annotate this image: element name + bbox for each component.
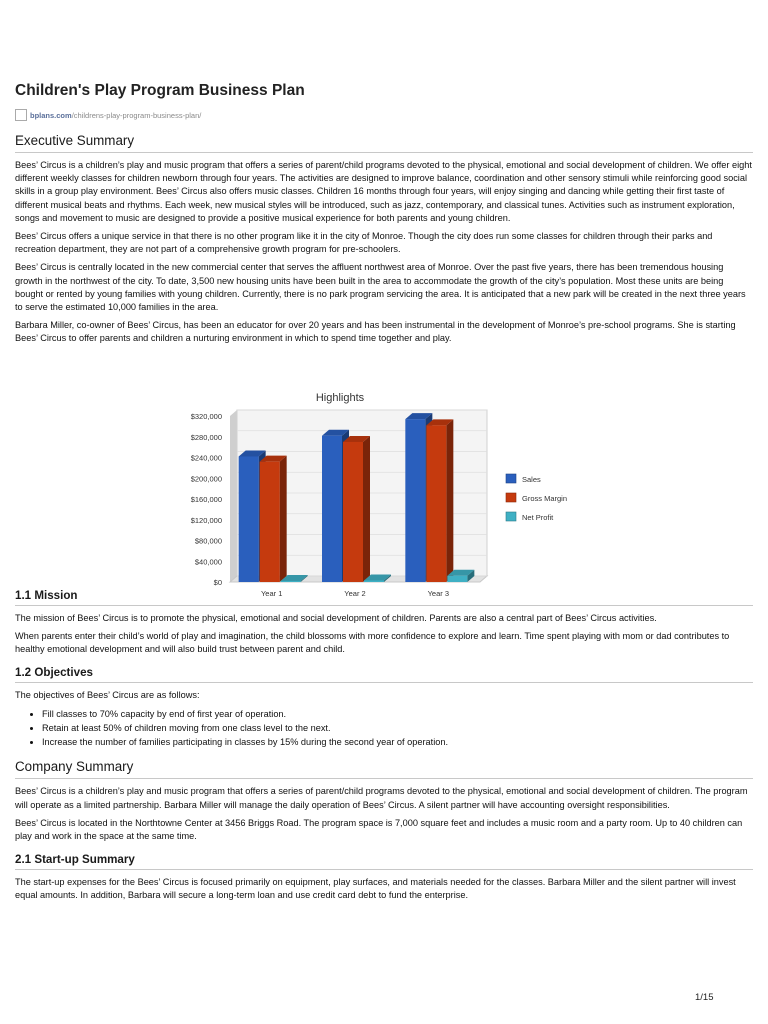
bar-gross-margin bbox=[426, 419, 453, 582]
objectives-intro: The objectives of Bees’ Circus are as follows: bbox=[15, 690, 200, 701]
source-path[interactable]: /childrens-play-program-business-plan/ bbox=[71, 110, 202, 120]
legend-label: Net Profit bbox=[522, 513, 554, 522]
objectives-heading: 1.2 Objectives bbox=[15, 666, 753, 683]
executive-summary-paragraph: Bees’ Circus offers a unique service in that there is no other program like it in the city of Monroe. Though the city does run some classes for children through their parks and recreation department, they are not part of a comprehensive growth program for pre-schoolers. bbox=[15, 231, 713, 255]
page-icon bbox=[15, 109, 27, 121]
y-tick-label: $160,000 bbox=[190, 495, 222, 504]
bar-front bbox=[343, 442, 363, 582]
list-item: • Fill classes to 70% capacity by end of first year of operation. bbox=[42, 707, 753, 721]
startup-summary-paragraph: The start-up expenses for the Bees’ Circus is focused primarily on equipment, play surfaces, and materials needed for the classes. Barbara Miller and the silent partner will invest equal amounts. In addition, Barbara will secure a long-term loan and use credit card debt to fund the enterprise. bbox=[15, 877, 736, 901]
highlights-chart-svg bbox=[170, 386, 590, 608]
bar-side bbox=[446, 419, 453, 582]
objectives-list bbox=[15, 707, 753, 749]
bar-side bbox=[280, 456, 287, 582]
company-summary-paragraph: Bees’ Circus is a children’s play and music program that offers a series of parent/child programs devoted to the physical, emotional and social development of children. The program will operate as a limited partnership. Barbara Miller will manage the daily operation of Bees’ Circus. A silent partner will have accounting oversight responsibilities. bbox=[15, 786, 748, 810]
mission-paragraph: The mission of Bees’ Circus is to promote the physical, emotional and social development of children. Parents are also a central part of Bees’ Circus activities. bbox=[15, 612, 657, 623]
company-summary-section bbox=[15, 759, 753, 843]
x-tick-label: Year 1 bbox=[260, 589, 283, 598]
executive-summary-paragraph: Barbara Miller, co-owner of Bees’ Circus, has been an educator for over 20 years and has been instrumental in the development of Monroe’s pre-school programs. She is starting Bees’ Circus to offer parents and children a nurturing environment in which to spend time together and play. bbox=[15, 320, 736, 344]
bar-front bbox=[239, 456, 259, 582]
objectives-section bbox=[15, 666, 753, 749]
legend-label: Sales bbox=[522, 475, 541, 484]
bar-front bbox=[281, 581, 301, 582]
executive-summary-section bbox=[15, 133, 753, 346]
executive-summary-heading: Executive Summary bbox=[15, 133, 753, 153]
company-summary-paragraph: Bees’ Circus is located in the Northtowne Center at 3456 Briggs Road. The program space is 7,000 square feet and includes a music room and a party room. Up to 40 children can play and work in the space at the same time. bbox=[15, 817, 743, 842]
y-tick-label: $240,000 bbox=[190, 453, 222, 463]
list-item: • Increase the number of families participating in classes by 15% during the second year of operation. bbox=[42, 735, 753, 749]
startup-summary-section bbox=[15, 853, 753, 902]
bar-front bbox=[322, 436, 342, 582]
bar-front bbox=[405, 419, 425, 582]
mission-paragraph: When parents enter their child’s world of play and imagination, the child blossoms with more confidence to explore and learn. Time spent playing with mom or dad contributes to healthy emotional development and will also build trust between parent and child. bbox=[15, 630, 730, 655]
bar-front bbox=[260, 462, 280, 582]
source-link[interactable] bbox=[15, 109, 201, 121]
bar-gross-margin bbox=[260, 456, 287, 582]
executive-summary-paragraph: Bees’ Circus is a children’s play and music program that offers a series of parent/child programs devoted to the physical, emotional and social development of children. We offer eight different weekly classes for children newborn through four years. The activities are designed to improve balance, coordination and other sensory stimuli while reinforcing good social skills in a group play environment. Bees’ Circus also offers music classes. Children 16 months through four years, will enjoy singing and dancing while getting their first taste of different musical beats and rhythms. Each week, new musical styles will be introduced, such as jazz, contemporary, and classical tunes. Activities such as instrument exploration, songs and movement to music are designed to provide a positive musical experience for both parents and young children. bbox=[15, 160, 752, 223]
source-domain[interactable]: bplans.com bbox=[30, 110, 72, 120]
mission-heading: 1.1 Mission bbox=[15, 589, 753, 606]
chart-side-wall bbox=[230, 410, 237, 582]
bar-front bbox=[447, 576, 467, 582]
legend-swatch bbox=[506, 474, 516, 483]
y-tick-label: $320,000 bbox=[190, 412, 222, 421]
highlights-chart bbox=[170, 386, 590, 608]
y-tick-label: $80,000 bbox=[194, 536, 222, 546]
legend-swatch bbox=[506, 493, 516, 502]
startup-summary-heading: 2.1 Start-up Summary bbox=[15, 853, 753, 870]
chart-title: Highlights bbox=[315, 392, 365, 404]
list-item: • Retain at least 50% of children moving from one class level to the next. bbox=[42, 721, 753, 735]
bar-front bbox=[364, 580, 384, 582]
legend-label: Gross Margin bbox=[522, 494, 568, 503]
bar-front bbox=[426, 425, 446, 582]
bar-gross-margin bbox=[343, 436, 370, 582]
page-title: Children's Play Program Business Plan bbox=[15, 82, 305, 99]
y-tick-label: $200,000 bbox=[190, 474, 222, 484]
company-summary-heading: Company Summary bbox=[15, 759, 753, 779]
x-tick-label: Year 3 bbox=[427, 589, 450, 598]
y-tick-label: $0 bbox=[213, 578, 222, 587]
y-tick-label: $40,000 bbox=[194, 557, 222, 567]
y-tick-label: $280,000 bbox=[190, 432, 222, 442]
bar-side bbox=[363, 436, 370, 582]
executive-summary-paragraph: Bees’ Circus is centrally located in the new commercial center that serves the affluent northwest area of Monroe. Over the past five years, there has been tremendous housing growth in the northwest of the city. To date, 3,500 new housing units have been built in the area to accommodate the growth of the city’s population. Most these units are being bought or rented by young families with young children. Currently, there is no park program servicing the area. It is anticipated that a new park will be created in the next three years to serve the estimated 10,000 families in the area. bbox=[15, 262, 746, 313]
legend-swatch bbox=[506, 512, 516, 521]
y-tick-label: $120,000 bbox=[190, 515, 222, 525]
x-tick-label: Year 2 bbox=[344, 589, 366, 598]
page-number: 1/15 bbox=[695, 992, 714, 1003]
